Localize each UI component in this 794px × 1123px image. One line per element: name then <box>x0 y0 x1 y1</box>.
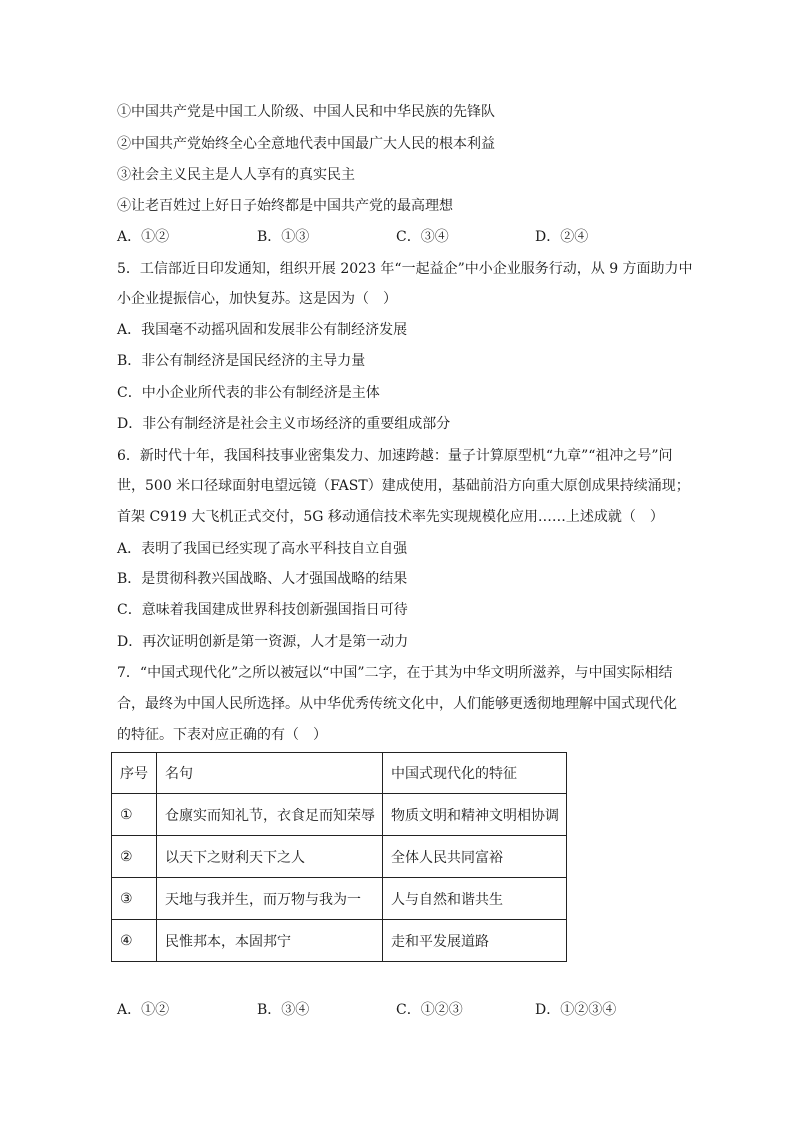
q7-options <box>117 1000 677 1020</box>
table-row <box>112 920 567 962</box>
q5-stem-line-1: 5．工信部近日印发通知，组织开展 2023 年“一起益企”中小企业服务行动，从 9 方面助力中 <box>117 261 693 277</box>
table-row <box>112 878 567 920</box>
table-cell-feature: 人与自然和谐共生 <box>383 878 567 920</box>
q7-option-d[interactable]: D．①②③④ <box>535 1002 617 1018</box>
q4-statement-2: ②中国共产党始终全心全意地代表中国最广大人民的根本利益 <box>117 136 495 152</box>
table-cell-number: ① <box>112 794 157 836</box>
table-cell-quote: 仓廪实而知礼节，衣食足而知荣辱 <box>157 794 383 836</box>
q4-statement-3: ③社会主义民主是人人享有的真实民主 <box>117 167 355 183</box>
table-row <box>112 794 567 836</box>
q4-statement-1: ①中国共产党是中国工人阶级、中国人民和中华民族的先锋队 <box>117 104 495 120</box>
q7-stem-line-1: 7．“中国式现代化”之所以被冠以“中国”二字，在于其为中华文明所滋养，与中国实际相结 <box>117 665 673 681</box>
table-row <box>112 836 567 878</box>
table-cell-number: ② <box>112 836 157 878</box>
q7-option-b[interactable]: B．③④ <box>257 1002 310 1018</box>
table-cell-feature: 物质文明和精神文明相协调 <box>383 794 567 836</box>
q6-stem-line-3: 首架 C919 大飞机正式交付，5G 移动通信技术率先实现规模化应用……上述成就（ ） <box>117 509 664 525</box>
q6-stem-line-1: 6．新时代十年，我国科技事业密集发力、加速跨越：量子计算原型机“九章”“祖冲之号”问 <box>117 448 673 464</box>
q4-statement-4: ④让老百姓过上好日子始终都是中国共产党的最高理想 <box>117 198 453 214</box>
q5-option-c[interactable]: C．中小企业所代表的非公有制经济是主体 <box>117 385 380 401</box>
q4-option-d[interactable]: D．②④ <box>535 229 589 245</box>
table-cell-quote: 天地与我并生，而万物与我为一 <box>157 878 383 920</box>
table-header-cell: 序号 <box>112 753 157 794</box>
q5-stem-line-2: 小企业提振信心，加快复苏。这是因为（ ） <box>117 291 397 307</box>
table-cell-quote: 民惟邦本，本固邦宁 <box>157 920 383 962</box>
table-cell-quote: 以天下之财利天下之人 <box>157 836 383 878</box>
q6-option-a[interactable]: A．表明了我国已经实现了高水平科技自立自强 <box>117 541 408 557</box>
q5-option-a[interactable]: A．我国毫不动摇巩固和发展非公有制经济发展 <box>117 322 408 338</box>
q4-options <box>117 227 677 247</box>
table-cell-number: ④ <box>112 920 157 962</box>
q4-option-b[interactable]: B．①③ <box>257 229 310 245</box>
q7-option-a[interactable]: A．①② <box>117 1002 170 1018</box>
q6-option-d[interactable]: D．再次证明创新是第一资源，人才是第一动力 <box>117 634 409 650</box>
q4-option-c[interactable]: C．③④ <box>396 229 449 245</box>
q5-option-b[interactable]: B．非公有制经济是国民经济的主导力量 <box>117 353 366 369</box>
table-header-cell: 中国式现代化的特征 <box>383 753 567 794</box>
table-header-row <box>112 753 567 794</box>
table-cell-feature: 走和平发展道路 <box>383 920 567 962</box>
table-header-cell: 名句 <box>157 753 383 794</box>
table-cell-feature: 全体人民共同富裕 <box>383 836 567 878</box>
q4-option-a[interactable]: A．①② <box>117 229 170 245</box>
q5-option-d[interactable]: D．非公有制经济是社会主义市场经济的重要组成部分 <box>117 416 451 432</box>
q7-table <box>111 752 567 962</box>
q7-stem-line-3: 的特征。下表对应正确的有（ ） <box>117 727 327 743</box>
table-cell-number: ③ <box>112 878 157 920</box>
q6-option-b[interactable]: B．是贯彻科教兴国战略、人才强国战略的结果 <box>117 571 408 587</box>
q6-stem-line-2: 世，500 米口径球面射电望远镜（FAST）建成使用，基础前沿方向重大原创成果持续涌现； <box>117 478 690 494</box>
q6-option-c[interactable]: C．意味着我国建成世界科技创新强国指日可待 <box>117 602 408 618</box>
q7-stem-line-2: 合，最终为中国人民所选择。从中华优秀传统文化中，人们能够更透彻地理解中国式现代化 <box>117 696 677 712</box>
q7-option-c[interactable]: C．①②③ <box>396 1002 463 1018</box>
